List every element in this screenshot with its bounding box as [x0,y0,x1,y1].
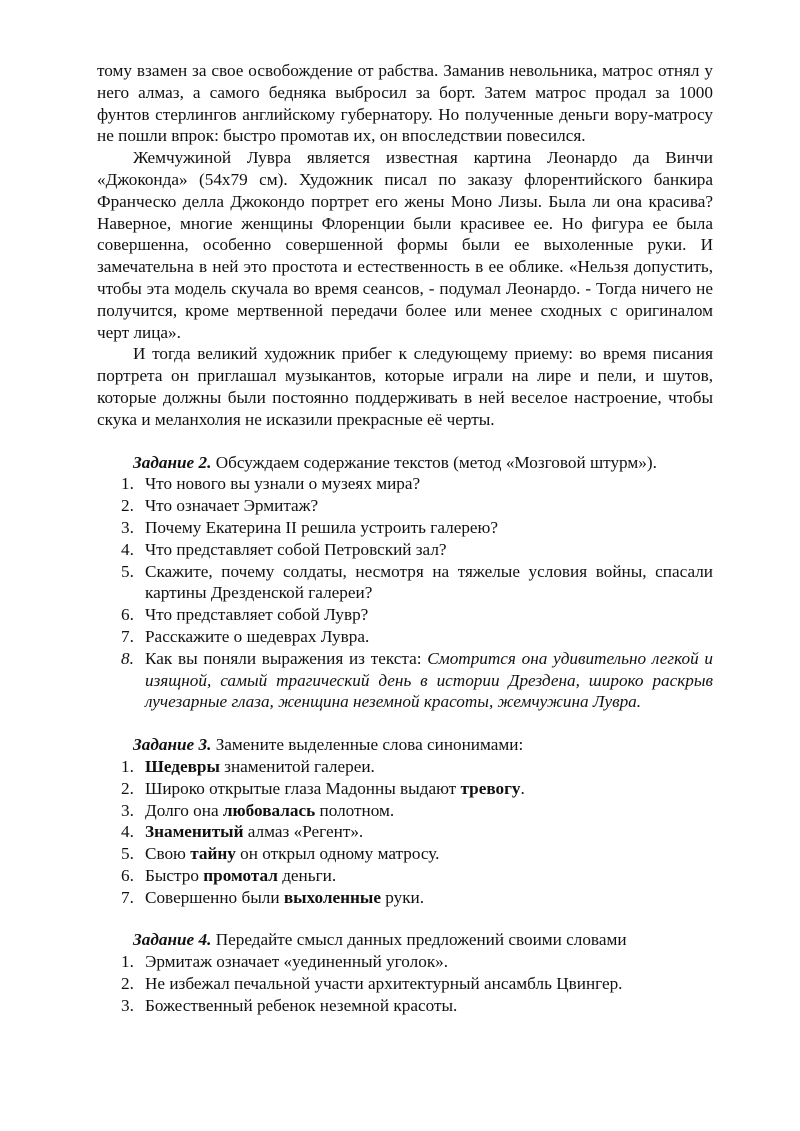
item-number: 3. [121,800,134,820]
list-item [97,561,713,605]
item-number: 4. [121,539,134,559]
item-text: Почему Екатерина II решила устроить галерею? [145,517,499,537]
list-item [97,821,713,843]
task-4-label: Задание 4. [133,930,212,950]
task-4-list [97,951,713,1016]
list-item [97,843,713,865]
list-item [97,887,713,909]
highlighted-word: Шедевры [145,756,220,776]
item-number: 8. [121,648,134,668]
task-2-text: Обсуждаем содержание текстов (метод «Мозговой штурм»). [211,452,657,472]
item-text: Свою [145,844,191,864]
paragraph-gioconda: Жемчужиной Лувра является известная картина Леонардо да Винчи «Джоконда» (54х79 см). Художник писал по заказу флорентийского банкира Франческо делла Джокондо портрет его жены Моно Лизы. Была ли она красива? Наверное, многие женщины Флоренции были красивее ее. Но фигура ее была совершенна, особенно совершенной формы были ее выхоленные руки. И замечательна в ней это простота и естественность в ее облике. «Нельзя допустить, чтобы эта модель скучала во время сеансов, - подумал Леонардо. - Тогда ничего не получится, кроме мертвенной передачи более или менее сходных с оригиналом черт лица». [97,148,713,342]
task-3-label: Задание 3. [133,735,212,755]
item-text: Эрмитаж означает «уединенный уголок». [145,952,449,972]
task-3-text: Замените выделенные слова синонимами: [211,735,524,755]
task-4-heading [97,929,713,951]
item-number: 5. [121,561,134,581]
item-number: 2. [121,496,134,516]
list-item [97,517,713,539]
list-item [97,951,713,973]
task-2-heading [97,452,713,474]
list-item [97,626,713,648]
list-item [97,995,713,1017]
item-text: Что нового вы узнали о музеях мира? [145,474,421,494]
list-item [97,778,713,800]
highlighted-word: любовалась [222,800,316,820]
item-text: Расскажите о шедеврах Лувра. [145,626,370,646]
item-number: 1. [121,756,134,776]
list-item [97,648,713,713]
paragraph-musicians: И тогда великий художник прибег к следующему приему: во время писания портрета он приглашал музыкантов, которые играли на лире и пели, и шутов, которые должны были постоянно поддерживать в ней веселое настроение, чтобы скука и меланхолия не исказили прекрасные её черты. [97,344,713,429]
task-2-label: Задание 2. [133,452,212,472]
item-text: Что представляет собой Петровский зал? [145,539,447,559]
list-item [97,865,713,887]
item-number: 7. [121,887,134,907]
list-item [97,973,713,995]
item-text: он открыл одному матросу. [235,844,440,864]
task-3-heading [97,734,713,756]
list-item [97,473,713,495]
item-number: 2. [121,974,134,994]
document-page [97,60,713,1017]
item-text: Долго она [145,800,223,820]
item-number: 7. [121,626,134,646]
item-number: 3. [121,517,134,537]
highlighted-word: тайну [190,844,236,864]
item-text: Как вы поняли выражения из текста: [145,648,428,668]
item-text: Не избежал печальной участи архитектурный ансамбль Цвингер. [145,974,623,994]
list-item [97,800,713,822]
item-number: 4. [121,822,134,842]
task-3-list [97,756,713,909]
item-quote: Смотрится она удивительно легкой и изящной, самый трагический день в истории Дрездена, широко раскрыв лучезарные глаза, женщина неземной красоты, жемчужина Лувра. [145,648,713,712]
item-number: 1. [121,474,134,494]
item-text: руки. [380,887,425,907]
highlighted-word: Знаменитый [145,822,244,842]
item-number: 2. [121,778,134,798]
item-number: 1. [121,952,134,972]
task-2-list [97,473,713,713]
item-text: Быстро [145,865,204,885]
item-text: полотном. [315,800,395,820]
item-text: Божественный ребенок неземной красоты. [145,995,458,1015]
list-item [97,604,713,626]
item-text: знаменитой галереи. [219,756,375,776]
list-item [97,539,713,561]
task-4-text: Передайте смысл данных предложений своими словами [211,930,627,950]
highlighted-word: тревогу [460,778,521,798]
item-text: Что означает Эрмитаж? [145,496,319,516]
item-text: Скажите, почему солдаты, несмотря на тяжелые условия войны, спасали картины Дрезденской галереи? [145,561,713,603]
highlighted-word: выхоленные [283,887,381,907]
item-text: деньги. [277,865,337,885]
item-text: алмаз «Регент». [243,822,364,842]
list-item [97,756,713,778]
highlighted-word: промотал [203,865,278,885]
item-text: Совершенно были [145,887,284,907]
item-text: . [520,778,525,798]
list-item [97,495,713,517]
item-text: Широко открытые глаза Мадонны выдают [145,778,461,798]
item-text: Что представляет собой Лувр? [145,605,369,625]
paragraph-diamond-end: тому взамен за свое освобождение от рабства. Заманив невольника, матрос отнял у него алмаз, а самого бедняка выбросил за борт. Затем матрос продал за 1000 фунтов стерлингов английскому губернатору. Но полученные деньги вору-матросу не пошли впрок: быстро промотав их, он впоследствии повесился. [97,61,713,146]
item-number: 6. [121,865,134,885]
item-number: 5. [121,844,134,864]
item-number: 6. [121,605,134,625]
item-number: 3. [121,995,134,1015]
